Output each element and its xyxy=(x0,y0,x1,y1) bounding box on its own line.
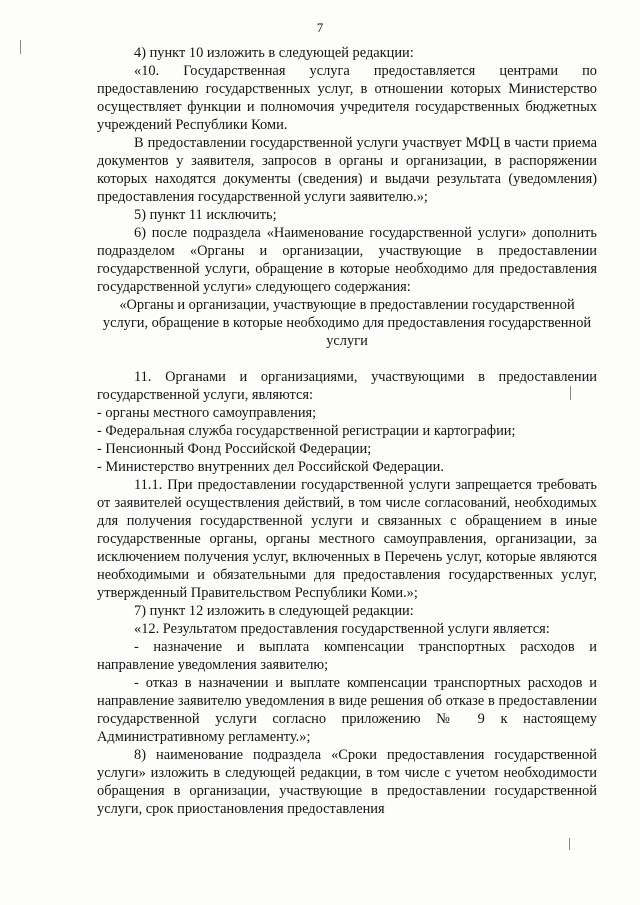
organ-list-item: - Федеральная служба государственной регистрации и картографии; xyxy=(97,423,516,439)
amendment-item-5: 5) пункт 11 исключить; xyxy=(134,207,277,223)
page-number: 7 xyxy=(316,20,324,35)
document-body xyxy=(97,44,597,818)
subsection-heading: «Органы и организации, участвующие в предоставлении государственной услуги, обращение в которые необходимо для предоставления государственной услуги xyxy=(102,297,592,349)
amendment-item-4: 4) пункт 10 изложить в следующей редакции: xyxy=(134,45,414,61)
clause-11-text: 11. Органами и организациями, участвующими в предоставлении государственной услуги, являются: xyxy=(97,369,597,403)
amendment-item-8: 8) наименование подраздела «Сроки предоставления государственной услуги» изложить в следующей редакции, в том числе с учетом необходимости обращения в организации, участвующие в предоставлении государственной услуги, срок приостановления предоставления xyxy=(97,747,597,817)
result-list-item: - отказ в назначении и выплате компенсации транспортных расходов и направление заявителю уведомления в виде решения об отказе в предоставлении государственной услуги согласно приложению № 9 к настоящему Административному регламенту.»; xyxy=(97,675,597,745)
scan-artifact-bottom xyxy=(569,838,570,850)
organ-list-item: - Министерство внутренних дел Российской Федерации. xyxy=(97,459,444,475)
amendment-item-6: 6) после подраздела «Наименование государственной услуги» дополнить подразделом «Органы и организации, участвующие в предоставлении государственной услуги, обращение в которые необходимо для предоставления государственной услуги» следующего содержания: xyxy=(97,225,597,295)
organ-list-item: - органы местного самоуправления; xyxy=(97,405,317,421)
clause-10-text: «10. Государственная услуга предоставляется центрами по предоставлению государственных услуг, в отношении которых Министерство осуществляет функции и полномочия учредителя государственных бюджетных учреждений Республики Коми. xyxy=(97,63,597,133)
mfc-participation-paragraph: В предоставлении государственной услуги участвует МФЦ в части приема документов у заявителя, запросов в органы и организации, в распоряжении которых находятся документы (сведения) и выдачи результата (уведомления) предоставления государственной услуги заявителю.»; xyxy=(97,135,597,205)
organ-list-item: - Пенсионный Фонд Российской Федерации; xyxy=(97,441,372,457)
scan-artifact-left xyxy=(20,40,21,54)
result-list-item: - назначение и выплата компенсации транспортных расходов и направление уведомления заявителю; xyxy=(97,639,597,673)
amendment-item-7: 7) пункт 12 изложить в следующей редакции: xyxy=(134,603,414,619)
clause-11-1-text: 11.1. При предоставлении государственной услуги запрещается требовать от заявителей осуществления действий, в том числе согласований, необходимых для получения государственной услуги и связанных с обращением в иные государственные органы, органы местного самоуправления, организации, за исключением получения услуг, включенных в Перечень услуг, которые являются необходимыми и обязательными для предоставления государственных услуг, утвержденный Правительством Республики Коми.»; xyxy=(97,477,597,601)
clause-12-text: «12. Результатом предоставления государственной услуги является: xyxy=(134,621,550,637)
